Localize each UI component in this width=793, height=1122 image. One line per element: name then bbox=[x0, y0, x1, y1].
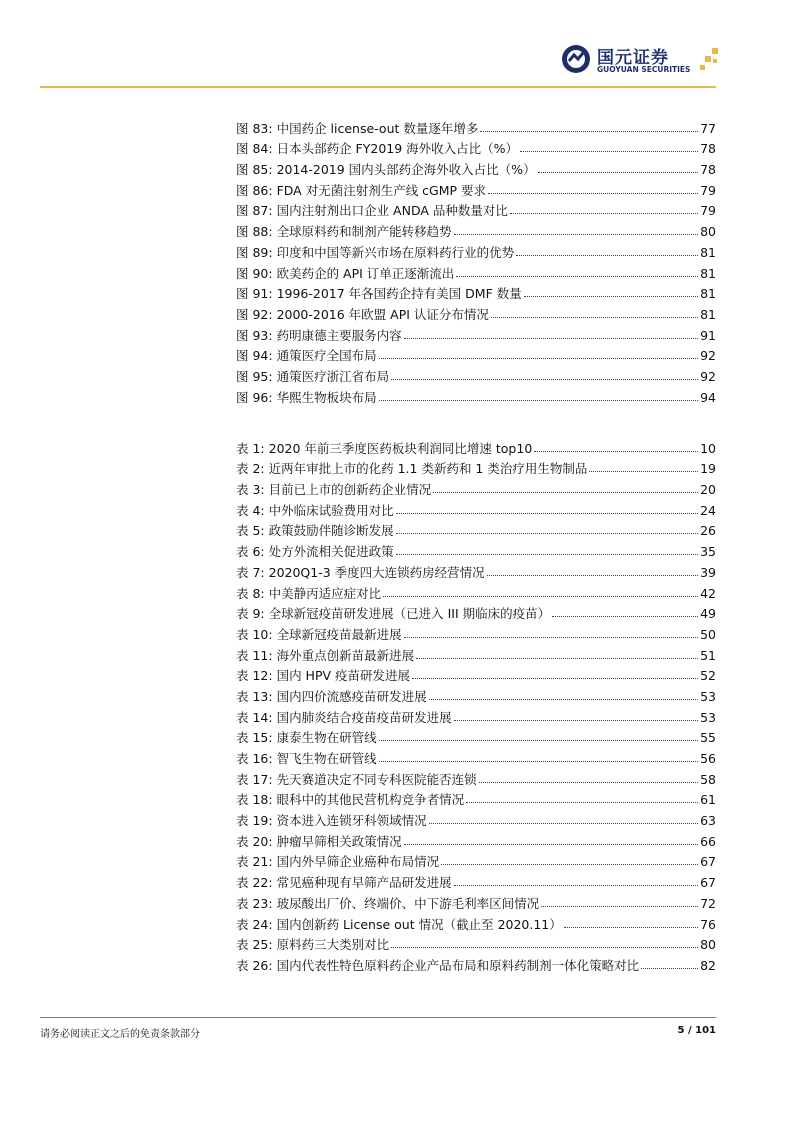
table-entry[interactable] bbox=[236, 663, 716, 684]
dot-leader bbox=[589, 471, 698, 472]
dot-leader bbox=[641, 968, 698, 969]
table-entry-title bbox=[236, 586, 381, 601]
table-entry-page: 61 bbox=[700, 792, 716, 808]
dot-leader bbox=[379, 400, 699, 401]
dot-leader bbox=[524, 296, 698, 297]
logo-english-name: GUOYUAN SECURITIES bbox=[597, 65, 691, 74]
figure-entry-caption: FDA 对无菌注射剂生产线 cGMP 要求 bbox=[276, 182, 487, 198]
table-entry-page: 50 bbox=[700, 626, 716, 642]
figure-entry-page: 80 bbox=[700, 224, 716, 240]
dot-leader bbox=[516, 255, 698, 256]
dot-leader bbox=[466, 802, 698, 803]
dot-leader bbox=[396, 513, 698, 514]
footer-divider bbox=[40, 1017, 716, 1018]
table-entry-page: 72 bbox=[700, 895, 716, 911]
table-entry[interactable] bbox=[236, 538, 716, 559]
figure-entry-title bbox=[236, 348, 377, 363]
table-entry-label: 表 17: bbox=[236, 771, 273, 787]
figure-entry-title bbox=[236, 162, 536, 177]
table-entry-caption: 海外重点创新苗最新进展 bbox=[276, 647, 415, 663]
table-entry-page: 80 bbox=[700, 937, 716, 953]
table-entry-title bbox=[236, 606, 550, 621]
table-entry-page: 26 bbox=[700, 523, 716, 539]
table-entry[interactable] bbox=[236, 456, 716, 477]
figure-entry[interactable] bbox=[236, 177, 716, 198]
table-entry-caption: 2020 年前三季度医药板块利润同比增速 top10 bbox=[268, 440, 533, 456]
page-header bbox=[0, 0, 793, 92]
table-entry-title bbox=[236, 503, 394, 518]
figure-entry-label: 图 94: bbox=[236, 348, 273, 364]
table-entry[interactable] bbox=[236, 704, 716, 725]
dot-leader bbox=[379, 740, 699, 741]
table-entry-page: 52 bbox=[700, 668, 716, 684]
figure-entry-page: 81 bbox=[700, 265, 716, 281]
figure-entry-label: 图 91: bbox=[236, 286, 273, 302]
table-entry-title bbox=[236, 730, 377, 745]
header-divider bbox=[40, 86, 716, 88]
figure-entry-title bbox=[236, 266, 454, 281]
figure-entry-title bbox=[236, 390, 377, 405]
figure-entry-caption: 2014-2019 国内头部药企海外收入占比（%） bbox=[276, 162, 536, 178]
company-logo bbox=[561, 44, 721, 78]
table-entry-title bbox=[236, 834, 402, 849]
figure-entry-label: 图 84: bbox=[236, 141, 273, 157]
figure-entry-title bbox=[236, 183, 486, 198]
table-entry-label: 表 8: bbox=[236, 585, 265, 601]
table-entry-title bbox=[236, 648, 414, 663]
figure-entry-label: 图 92: bbox=[236, 306, 273, 322]
figure-entry-caption: 印度和中国等新兴市场在原料药行业的优势 bbox=[276, 244, 515, 260]
figure-entry-caption: 药明康德主要服务内容 bbox=[276, 327, 402, 343]
table-entry-label: 表 16: bbox=[236, 751, 273, 766]
figure-entry-title bbox=[236, 328, 402, 343]
table-entry-caption: 先天赛道决定不同专科医院能否连锁 bbox=[276, 771, 477, 787]
table-entry-page: 49 bbox=[700, 606, 716, 622]
table-entry[interactable] bbox=[236, 476, 716, 497]
dot-leader bbox=[433, 492, 698, 493]
table-entry-caption: 目前已上市的创新药企业情况 bbox=[268, 482, 432, 498]
table-entry-caption: 政策鼓励伴随诊断发展 bbox=[268, 523, 394, 539]
table-entry[interactable] bbox=[236, 642, 716, 663]
table-entry-label: 表 21: bbox=[236, 854, 273, 870]
figure-entry-page: 77 bbox=[700, 120, 716, 136]
figure-entry-page: 91 bbox=[700, 327, 716, 343]
figure-entry-page: 92 bbox=[700, 368, 716, 384]
guoyuan-logo-icon bbox=[561, 44, 591, 74]
table-entry-caption: 国内代表性特色原料药企业产品布局和原料药制剂一体化策略对比 bbox=[276, 957, 640, 973]
dot-leader bbox=[396, 554, 698, 555]
table-entry-title bbox=[236, 441, 532, 456]
table-entry-label: 表 3: bbox=[236, 482, 265, 498]
figure-entry[interactable] bbox=[236, 198, 716, 219]
figure-entry-page: 79 bbox=[700, 203, 716, 219]
logo-squares-icon bbox=[700, 48, 720, 72]
table-entry-caption: 国内外早筛企业癌种布局情况 bbox=[276, 854, 440, 870]
dot-leader bbox=[404, 338, 699, 339]
figure-entry-title bbox=[236, 203, 508, 218]
page-number: 5 / 101 bbox=[677, 1025, 716, 1036]
table-entry-page: 67 bbox=[700, 875, 716, 891]
figure-entry-label: 图 89: bbox=[236, 244, 273, 260]
table-entry-title bbox=[236, 544, 394, 559]
dot-leader bbox=[396, 533, 698, 534]
table-entry-label: 表 18: bbox=[236, 792, 273, 808]
table-entry-caption: 国内 HPV 疫苗研发进展 bbox=[276, 668, 411, 684]
figure-entry-caption: 国内注射剂出口企业 ANDA 品种数量对比 bbox=[276, 203, 508, 219]
figure-entry-page: 78 bbox=[700, 162, 716, 178]
table-entry-title bbox=[236, 523, 394, 538]
figure-entry-title bbox=[236, 307, 489, 322]
figure-entry[interactable] bbox=[236, 136, 716, 157]
figure-entry-page: 92 bbox=[700, 348, 716, 364]
table-entry-label: 表 15: bbox=[236, 730, 273, 746]
table-entry-caption: 中外临床试验费用对比 bbox=[268, 502, 394, 518]
figure-entry-caption: 日本头部药企 FY2019 海外收入占比（%） bbox=[276, 141, 519, 157]
table-entry-label: 表 1: bbox=[236, 440, 265, 456]
table-entry-title bbox=[236, 689, 427, 704]
table-entry-page: 66 bbox=[700, 833, 716, 849]
table-entry-label: 表 4: bbox=[236, 502, 265, 518]
figure-entry-page: 94 bbox=[700, 389, 716, 405]
dot-leader bbox=[488, 193, 698, 194]
figure-entry[interactable] bbox=[236, 343, 716, 364]
table-entry-caption: 资本进入连锁牙科领域情况 bbox=[276, 813, 427, 829]
figure-entry[interactable] bbox=[236, 301, 716, 322]
table-entry-label: 表 9: bbox=[236, 606, 265, 622]
figure-entry-label: 图 88: bbox=[236, 224, 273, 240]
figure-entry-label: 图 86: bbox=[236, 182, 273, 198]
dot-leader bbox=[491, 317, 698, 318]
figure-entry-caption: 1996-2017 年各国药企持有美国 DMF 数量 bbox=[276, 286, 522, 302]
figure-entry-page: 78 bbox=[700, 141, 716, 157]
table-entry-page: 10 bbox=[700, 440, 716, 456]
table-entry-label: 表 19: bbox=[236, 813, 273, 829]
figure-entry-title bbox=[236, 141, 518, 156]
table-entry-label: 表 20: bbox=[236, 833, 273, 849]
table-entry-page: 67 bbox=[700, 854, 716, 870]
table-entry-title bbox=[236, 813, 427, 828]
table-entry-label: 表 26: bbox=[236, 957, 273, 973]
table-entry[interactable] bbox=[236, 601, 716, 622]
table-entry-caption: 全球新冠疫苗最新进展 bbox=[276, 626, 402, 642]
table-entry[interactable] bbox=[236, 559, 716, 580]
table-entry-caption: 智飞生物在研管线 bbox=[276, 751, 377, 766]
figure-entry-title bbox=[236, 286, 522, 301]
table-entry-page: 53 bbox=[700, 688, 716, 704]
table-entry[interactable] bbox=[236, 766, 716, 787]
dot-leader bbox=[454, 885, 699, 886]
table-entry-caption: 康泰生物在研管线 bbox=[276, 730, 377, 746]
figure-entry-title bbox=[236, 121, 478, 136]
table-entry-title bbox=[236, 772, 477, 787]
figure-entry-caption: 中国药企 license-out 数量逐年增多 bbox=[276, 120, 479, 136]
dot-leader bbox=[454, 720, 699, 721]
table-entry[interactable] bbox=[236, 725, 716, 746]
table-entry-title bbox=[236, 565, 485, 580]
dot-leader bbox=[379, 761, 699, 762]
table-entry-title bbox=[236, 668, 410, 683]
figure-entry-caption: 通策医疗全国布局 bbox=[276, 348, 377, 364]
table-entry-label: 表 11: bbox=[236, 647, 273, 663]
dot-leader bbox=[541, 906, 698, 907]
figure-entry-caption: 欧美药企的 API 订单正逐渐流出 bbox=[276, 265, 455, 281]
dot-leader bbox=[487, 575, 698, 576]
table-entry[interactable] bbox=[236, 580, 716, 601]
table-entry[interactable] bbox=[236, 807, 716, 828]
table-entry-page: 39 bbox=[700, 564, 716, 580]
figure-entry-title bbox=[236, 224, 452, 239]
dot-leader bbox=[520, 151, 698, 152]
table-entry-caption: 国内创新药 License out 情况（截止至 2020.11） bbox=[276, 916, 562, 932]
dot-leader bbox=[416, 658, 698, 659]
table-entry-page: 35 bbox=[700, 544, 716, 560]
table-entry-title bbox=[236, 958, 639, 973]
dot-leader bbox=[534, 451, 698, 452]
table-entry-caption: 肿瘤早筛相关政策情况 bbox=[276, 833, 402, 849]
figure-entry-label: 图 85: bbox=[236, 162, 273, 178]
table-entry-title bbox=[236, 461, 587, 476]
figure-entry[interactable] bbox=[236, 281, 716, 302]
figure-entry-title bbox=[236, 369, 389, 384]
figure-entry-label: 图 83: bbox=[236, 120, 273, 136]
table-entry-page: 53 bbox=[700, 709, 716, 725]
figure-entry-page: 79 bbox=[700, 182, 716, 198]
table-entry[interactable] bbox=[236, 683, 716, 704]
logo-chinese-name: 国元证券 bbox=[597, 48, 669, 68]
table-entry-caption: 常见癌种现有早筛产品研发进展 bbox=[276, 875, 452, 891]
table-entry[interactable] bbox=[236, 787, 716, 808]
figure-entry-label: 图 90: bbox=[236, 265, 273, 281]
figure-entry-label: 图 93: bbox=[236, 327, 273, 343]
dot-leader bbox=[456, 276, 698, 277]
table-entry[interactable] bbox=[236, 849, 716, 870]
dot-leader bbox=[479, 782, 699, 783]
table-entry[interactable] bbox=[236, 952, 716, 973]
dot-leader bbox=[552, 616, 698, 617]
table-entry-label: 表 24: bbox=[236, 916, 273, 932]
figure-entry-caption: 2000-2016 年欧盟 API 认证分布情况 bbox=[276, 306, 489, 322]
table-entry[interactable] bbox=[236, 828, 716, 849]
table-entry-label: 表 22: bbox=[236, 875, 273, 891]
dot-leader bbox=[454, 234, 699, 235]
table-entry-page: 56 bbox=[700, 751, 716, 766]
dot-leader bbox=[379, 358, 699, 359]
dot-leader bbox=[391, 947, 698, 948]
table-entry-caption: 玻尿酸出厂价、终端价、中下游毛利率区间情况 bbox=[276, 895, 540, 911]
figure-entry-label: 图 87: bbox=[236, 203, 273, 219]
table-entry-title bbox=[236, 627, 402, 642]
table-entry-label: 表 10: bbox=[236, 626, 273, 642]
table-entry-caption: 近两年审批上市的化药 1.1 类新药和 1 类治疗用生物制品 bbox=[268, 461, 588, 477]
dot-leader bbox=[441, 864, 698, 865]
figure-entry-label: 图 96: bbox=[236, 389, 273, 405]
table-entry[interactable] bbox=[236, 869, 716, 890]
figure-entry-page: 81 bbox=[700, 244, 716, 260]
dot-leader bbox=[538, 172, 699, 173]
table-entry[interactable] bbox=[236, 435, 716, 456]
table-entry-caption: 国内四价流感疫苗研发进展 bbox=[276, 688, 427, 704]
table-entry[interactable] bbox=[236, 497, 716, 518]
dot-leader bbox=[404, 844, 699, 845]
table-entry-caption: 2020Q1-3 季度四大连锁药房经营情况 bbox=[268, 564, 485, 580]
table-entry-page: 19 bbox=[700, 461, 716, 477]
table-entry-caption: 眼科中的其他民营机构竞争者情况 bbox=[276, 792, 465, 808]
table-entry-page: 20 bbox=[700, 482, 716, 498]
footer-disclaimer: 请务必阅读正文之后的免责条款部分 bbox=[40, 1029, 200, 1040]
table-list bbox=[236, 435, 716, 973]
figure-entry-caption: 华熙生物板块布局 bbox=[276, 389, 377, 405]
dot-leader bbox=[480, 131, 698, 132]
dot-leader bbox=[510, 213, 698, 214]
figure-entry-label: 图 95: bbox=[236, 368, 273, 384]
dot-leader bbox=[564, 927, 698, 928]
table-entry-page: 42 bbox=[700, 585, 716, 601]
figure-entry-caption: 全球原料药和制剂产能转移趋势 bbox=[276, 224, 452, 240]
dot-leader bbox=[429, 699, 699, 700]
table-entry-title bbox=[236, 482, 431, 497]
table-entry-page: 51 bbox=[700, 647, 716, 663]
table-entry-page: 55 bbox=[700, 730, 716, 746]
table-entry-caption: 处方外流相关促进政策 bbox=[268, 544, 394, 560]
table-entry-page: 58 bbox=[700, 771, 716, 787]
table-entry-title bbox=[236, 875, 452, 890]
table-entry-label: 表 25: bbox=[236, 937, 273, 953]
table-entry-title bbox=[236, 792, 464, 807]
dot-leader bbox=[383, 596, 698, 597]
table-entry[interactable] bbox=[236, 890, 716, 911]
figure-entry[interactable] bbox=[236, 239, 716, 260]
figure-entry[interactable] bbox=[236, 322, 716, 343]
table-entry-page: 76 bbox=[700, 916, 716, 932]
figure-entry-page: 81 bbox=[700, 306, 716, 322]
table-entry[interactable] bbox=[236, 518, 716, 539]
table-entry-label: 表 5: bbox=[236, 523, 265, 539]
table-entry-title bbox=[236, 751, 377, 766]
figure-entry[interactable] bbox=[236, 384, 716, 405]
table-entry[interactable] bbox=[236, 932, 716, 953]
table-entry[interactable] bbox=[236, 621, 716, 642]
table-entry-caption: 国内肺炎结合疫苗疫苗研发进展 bbox=[276, 709, 452, 725]
dot-leader bbox=[412, 678, 698, 679]
table-entry-label: 表 14: bbox=[236, 709, 273, 725]
table-entry-title bbox=[236, 854, 439, 869]
figure-entry[interactable] bbox=[236, 260, 716, 281]
dot-leader bbox=[391, 379, 698, 380]
table-entry-label: 表 2: bbox=[236, 461, 265, 477]
table-entry-label: 表 6: bbox=[236, 544, 265, 560]
table-entry-label: 表 7: bbox=[236, 564, 265, 580]
figure-entry[interactable] bbox=[236, 115, 716, 136]
table-entry-page: 24 bbox=[700, 502, 716, 518]
table-entry-title bbox=[236, 710, 452, 725]
table-entry[interactable] bbox=[236, 911, 716, 932]
figure-entry[interactable] bbox=[236, 363, 716, 384]
table-entry-label: 表 23: bbox=[236, 895, 273, 911]
dot-leader bbox=[404, 637, 699, 638]
table-entry[interactable] bbox=[236, 745, 716, 766]
table-entry-caption: 中美静丙适应症对比 bbox=[268, 585, 382, 601]
figure-entry[interactable] bbox=[236, 218, 716, 239]
dot-leader bbox=[429, 823, 699, 824]
figure-list bbox=[236, 115, 716, 405]
figure-entry-caption: 通策医疗浙江省布局 bbox=[276, 368, 390, 384]
table-entry-caption: 全球新冠疫苗研发进展（已进入 III 期临床的疫苗） bbox=[268, 606, 551, 622]
table-entry-title bbox=[236, 917, 562, 932]
table-entry-page: 63 bbox=[700, 813, 716, 829]
table-entry-page: 82 bbox=[700, 957, 716, 973]
table-entry-title bbox=[236, 896, 539, 911]
table-entry-caption: 原料药三大类别对比 bbox=[276, 937, 390, 953]
table-entry-title bbox=[236, 937, 389, 952]
figure-entry-page: 81 bbox=[700, 286, 716, 302]
table-entry-label: 表 13: bbox=[236, 688, 273, 704]
figure-entry-title bbox=[236, 245, 514, 260]
table-entry-label: 表 12: bbox=[236, 668, 273, 684]
figure-entry[interactable] bbox=[236, 156, 716, 177]
